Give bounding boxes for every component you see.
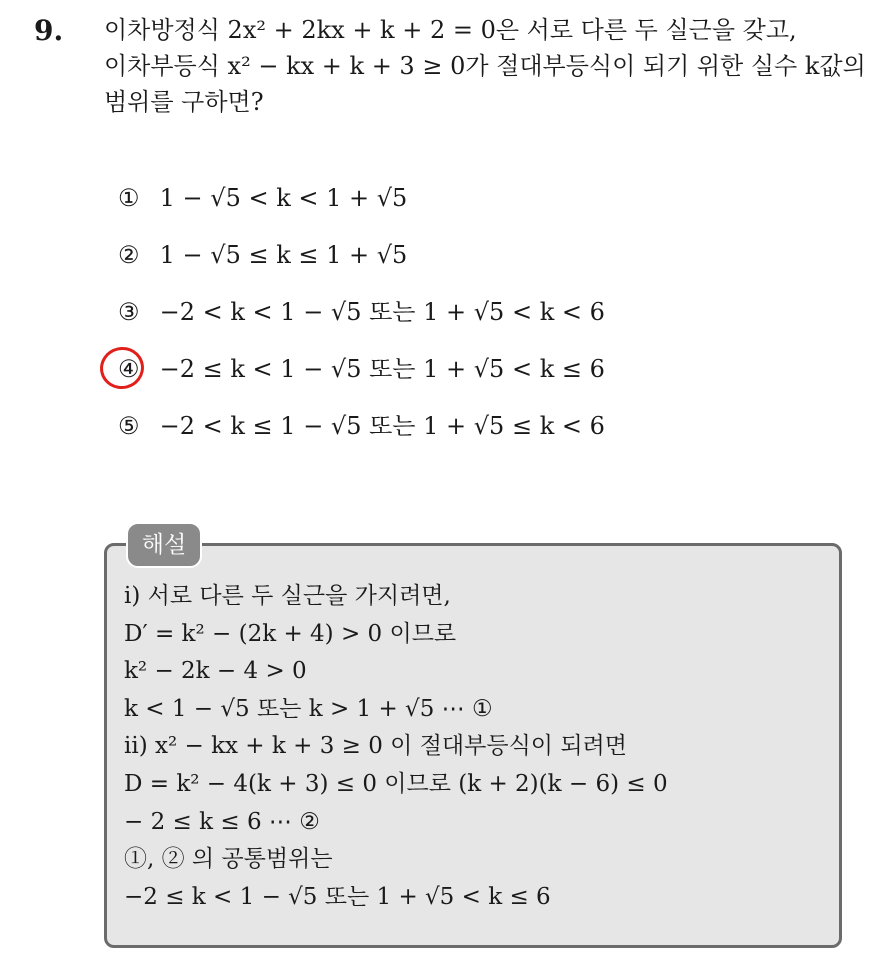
solution-line: D = k² − 4(k + 3) ≤ 0 이므로 (k + 2)(k − 6) ≤ 0 [124,770,668,797]
choice-2[interactable] [118,235,605,292]
solution-label: 해설 [126,522,202,568]
choice-number: ② [118,241,140,269]
solution-text [124,578,668,916]
choice-4[interactable] [118,349,605,406]
choice-1[interactable] [118,178,605,235]
choice-text: −2 ≤ k < 1 − √5 또는 1 + √5 < k ≤ 6 [159,355,605,383]
choice-3[interactable] [118,292,605,349]
choice-number: ① [118,184,140,212]
choice-text: −2 < k < 1 − √5 또는 1 + √5 < k < 6 [159,298,605,326]
question-line: 이차방정식 2x² + 2kx + k + 2 = 0은 서로 다른 두 실근을 갖고, [104,16,797,44]
solution-line: − 2 ≤ k ≤ 6 ⋯ ② [124,808,320,835]
choice-list [118,178,605,463]
choice-number: ③ [118,298,140,326]
choice-5[interactable] [118,406,605,463]
solution-line: ①, ② 의 공통범위는 [124,846,333,873]
question-text [104,12,874,120]
solution-line: k < 1 − √5 또는 k > 1 + √5 ⋯ ① [124,695,493,722]
choice-number: ⑤ [118,412,140,440]
question-line: 이차부등식 x² − kx + k + 3 ≥ 0가 절대부등식이 되기 위한 실수 k값의 [104,52,866,80]
solution-line: ⅱ) x² − kx + k + 3 ≥ 0 이 절대부등식이 되려면 [124,733,627,760]
solution-line: D′ = k² − (2k + 4) > 0 이므로 [124,620,457,647]
solution-line: ⅰ) 서로 다른 두 실근을 가지려면, [124,583,451,609]
choice-text: 1 − √5 < k < 1 + √5 [159,184,408,212]
solution-line: −2 ≤ k < 1 − √5 또는 1 + √5 < k ≤ 6 [124,883,551,910]
choice-text: −2 < k ≤ 1 − √5 또는 1 + √5 ≤ k < 6 [159,412,605,440]
choice-text: 1 − √5 ≤ k ≤ 1 + √5 [159,241,408,269]
question-line: 범위를 구하면? [104,88,264,116]
question-number: 9. [34,14,64,47]
choice-number: ④ [118,355,140,383]
solution-line: k² − 2k − 4 > 0 [124,658,307,685]
